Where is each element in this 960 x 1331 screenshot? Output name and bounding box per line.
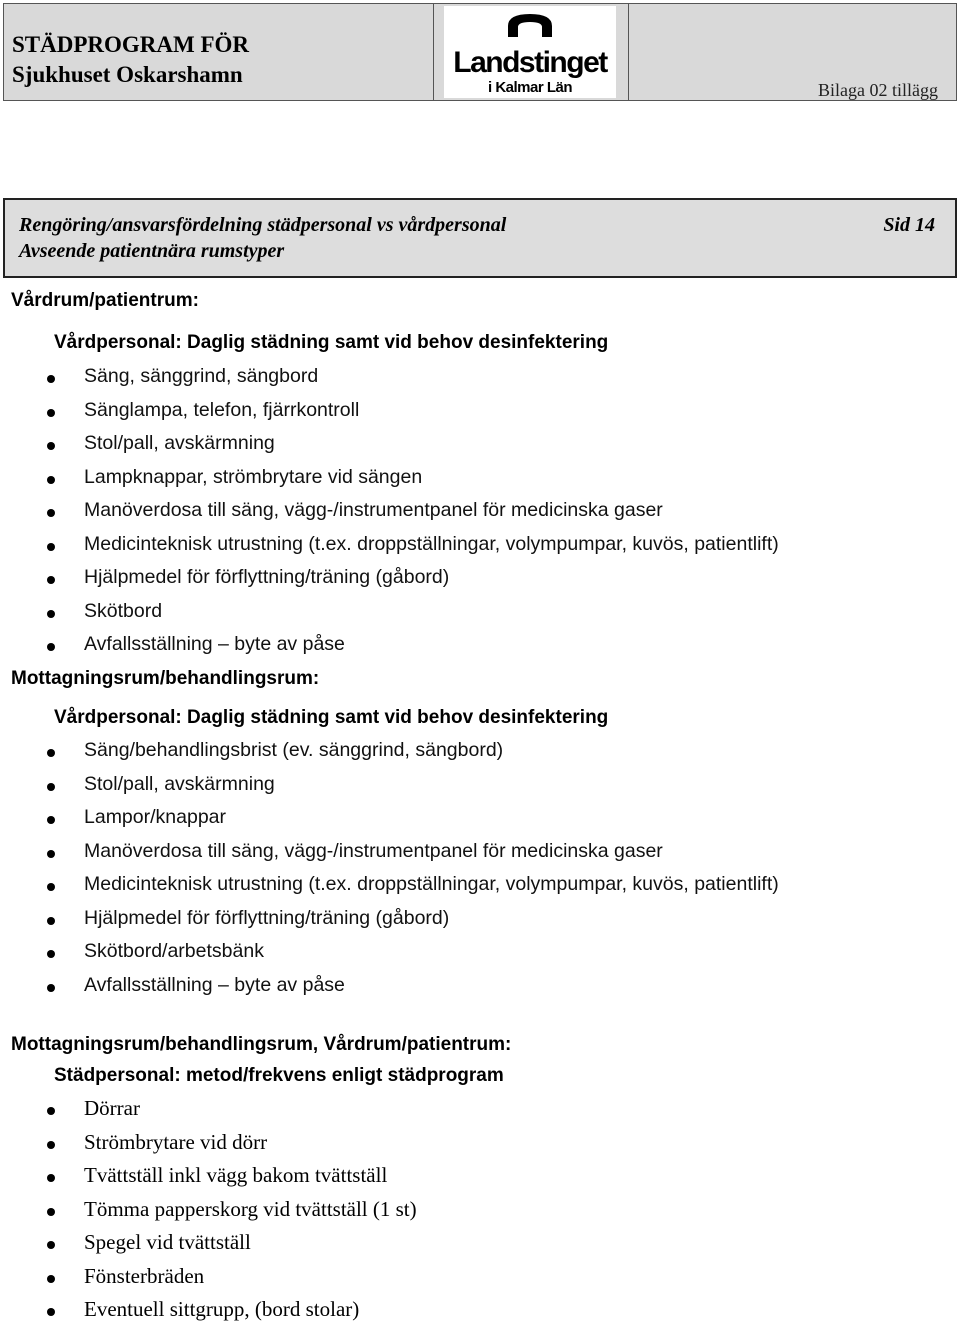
document-header — [3, 3, 957, 101]
bullet-icon — [47, 950, 55, 958]
bullet-icon — [47, 1275, 55, 1283]
document-title-box — [3, 198, 957, 278]
bullet-icon — [47, 610, 55, 618]
annex-label: Bilaga 02 tillägg — [818, 80, 938, 100]
logo-text-main: Landstinget — [453, 46, 607, 79]
bullet-icon — [47, 783, 55, 791]
bullet-icon — [47, 509, 55, 517]
header-title-line1: STÄDPROGRAM FÖR — [12, 32, 250, 57]
section-subheading-vardrum: Vårdpersonal: Daglig städning samt vid behov desinfektering — [54, 332, 609, 353]
bullet-icon — [47, 1174, 55, 1182]
bullet-icon — [47, 1107, 55, 1115]
section-heading-vardrum: Vårdrum/patientrum: — [11, 290, 199, 311]
section-heading-combined: Mottagningsrum/behandlingsrum, Vårdrum/patientrum: — [11, 1034, 512, 1055]
header-title-line2: Sjukhuset Oskarshamn — [12, 62, 243, 87]
bullet-icon — [47, 749, 55, 757]
bullet-icon — [47, 1208, 55, 1216]
bullet-icon — [47, 984, 55, 992]
bullet-icon — [47, 1141, 55, 1149]
bullet-icon — [47, 442, 55, 450]
page-number: Sid 14 — [883, 214, 935, 236]
bullet-icon — [47, 850, 55, 858]
document-title: Rengöring/ansvarsfördelning städpersonal vs vårdpersonal — [19, 214, 507, 236]
bullet-icon — [47, 476, 55, 484]
bullet-icon — [47, 883, 55, 891]
bullet-icon — [47, 816, 55, 824]
header-logo-cell — [434, 4, 629, 100]
bullet-icon — [47, 375, 55, 383]
bullet-icon — [47, 576, 55, 584]
document-subtitle: Avseende patientnära rumstyper — [19, 240, 285, 262]
bullet-icon — [47, 409, 55, 417]
bullet-icon — [47, 1308, 55, 1316]
section-subheading-mottagningsrum: Vårdpersonal: Daglig städning samt vid behov desinfektering — [54, 707, 609, 728]
bullet-icon — [47, 917, 55, 925]
logo-graphic — [444, 6, 616, 98]
section-subheading-stadpersonal: Städpersonal: metod/frekvens enligt städprogram — [54, 1065, 504, 1086]
header-title-cell — [4, 4, 434, 100]
bullet-icon — [47, 1241, 55, 1249]
section-heading-mottagningsrum: Mottagningsrum/behandlingsrum: — [11, 668, 320, 689]
landstinget-logo — [444, 6, 616, 98]
bullet-icon — [47, 543, 55, 551]
header-annex-cell — [629, 4, 956, 100]
bullet-icon — [47, 643, 55, 651]
logo-text-sub: i Kalmar Län — [487, 79, 573, 96]
